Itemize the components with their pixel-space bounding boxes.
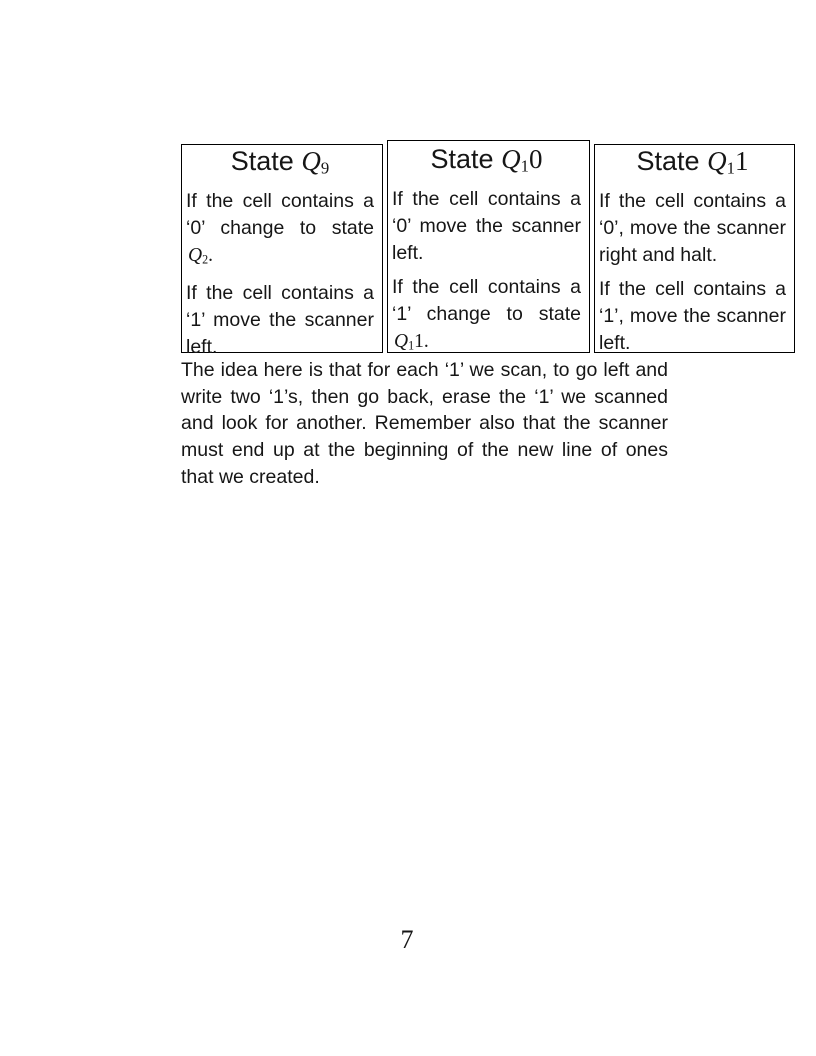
rule-text: If the cell contains a ‘0’ move the scanner left. [392,187,581,264]
state-reference [188,244,213,266]
rule-text: If the cell contains a ‘1’, move the scanner left. [599,277,786,354]
state-label: State [430,144,502,174]
state-rule-paragraph [599,188,786,269]
state-symbol-suffix: . [208,244,214,266]
rule-text: If the cell contains a ‘0’, move the scanner right and halt. [599,189,786,266]
rule-text: If the cell contains a ‘1’ change to state [392,275,581,325]
state-symbol-subscript: 9 [320,158,330,178]
state-symbol-subscript: 1 [520,156,529,176]
state-rule-paragraph [599,276,786,357]
state-symbol-q: Q [707,146,727,176]
state-q9-box [181,144,383,359]
rule-text: If the cell contains a ‘0’ change to state [186,189,374,239]
page-number: 7 [400,925,414,954]
state-q11-title [599,147,786,183]
state-symbol-suffix: 1 [734,146,749,176]
state-symbol-q: Q [501,144,521,174]
rule-text: If the cell contains a ‘1’ move the scanner left. [186,282,374,359]
state-rule-paragraph [392,274,581,360]
state-symbol-q: Q [394,330,409,352]
state-q10-title [392,145,581,181]
state-symbol-subscript: 1 [408,338,415,353]
state-reference [394,330,429,352]
state-rule-paragraph [392,186,581,267]
state-symbol-suffix: 1. [414,330,429,352]
state-symbol-subscript: 2 [202,252,209,267]
state-rule-paragraph [186,188,374,274]
state-symbol-q: Q [188,244,203,266]
state-q9-title [186,147,374,183]
state-label: State [636,146,708,176]
state-label: State [230,146,302,176]
state-rule-paragraph [186,280,374,361]
state-q11-box [594,144,795,353]
state-q10-box [387,140,590,353]
state-symbol-q: Q [301,146,321,176]
state-symbol-suffix: 0 [528,144,543,174]
state-symbol-subscript: 1 [726,158,735,178]
body-paragraph: The idea here is that for each ‘1’ we scan, to go left and write two ‘1’s, then go back, erase the ‘1’ we scanned and look for another. Remember also that the scanner must end up at the beginning of the new line of ones that we created. [181,359,668,488]
